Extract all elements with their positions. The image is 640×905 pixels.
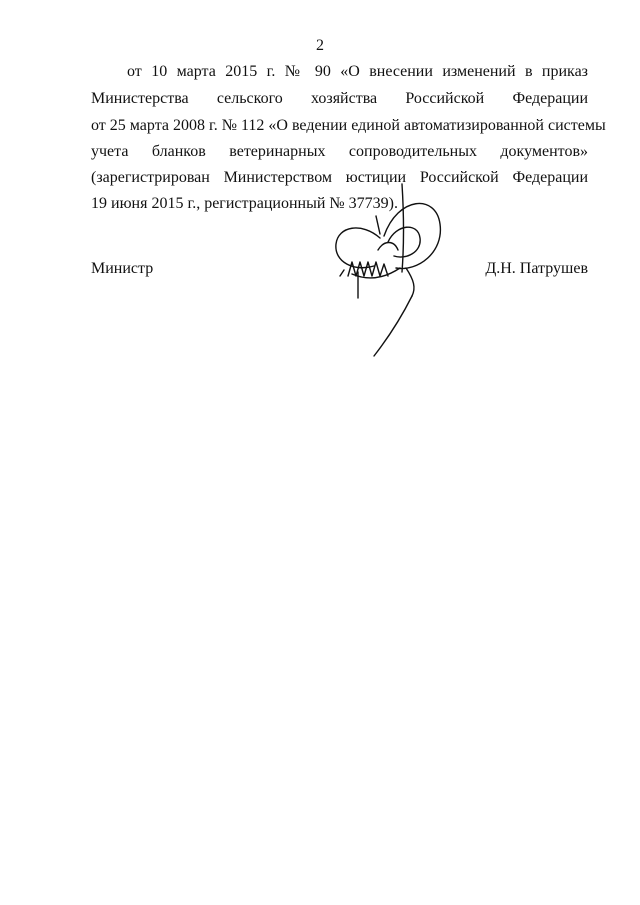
page-number: 2 [316,37,324,54]
body-line: 19 июня 2015 г., регистрационный № 37739). [91,195,398,212]
signatory-name: Д.Н. Патрушев [485,260,588,277]
body-line: от 10 марта 2015 г. № 90 «О внесении изменений в приказ [127,63,588,80]
body-line: от 25 марта 2008 г. № 112 «О ведении единой автоматизированной системы [91,117,606,134]
body-line: Министерства сельского хозяйства Российской Федерации [91,90,588,107]
handwritten-signature [318,176,458,366]
body-line: учета бланков ветеринарных сопроводительных документов» [91,143,588,160]
signatory-title: Министр [91,260,154,277]
body-line: (зарегистрирован Министерством юстиции Российской Федерации [91,169,588,186]
